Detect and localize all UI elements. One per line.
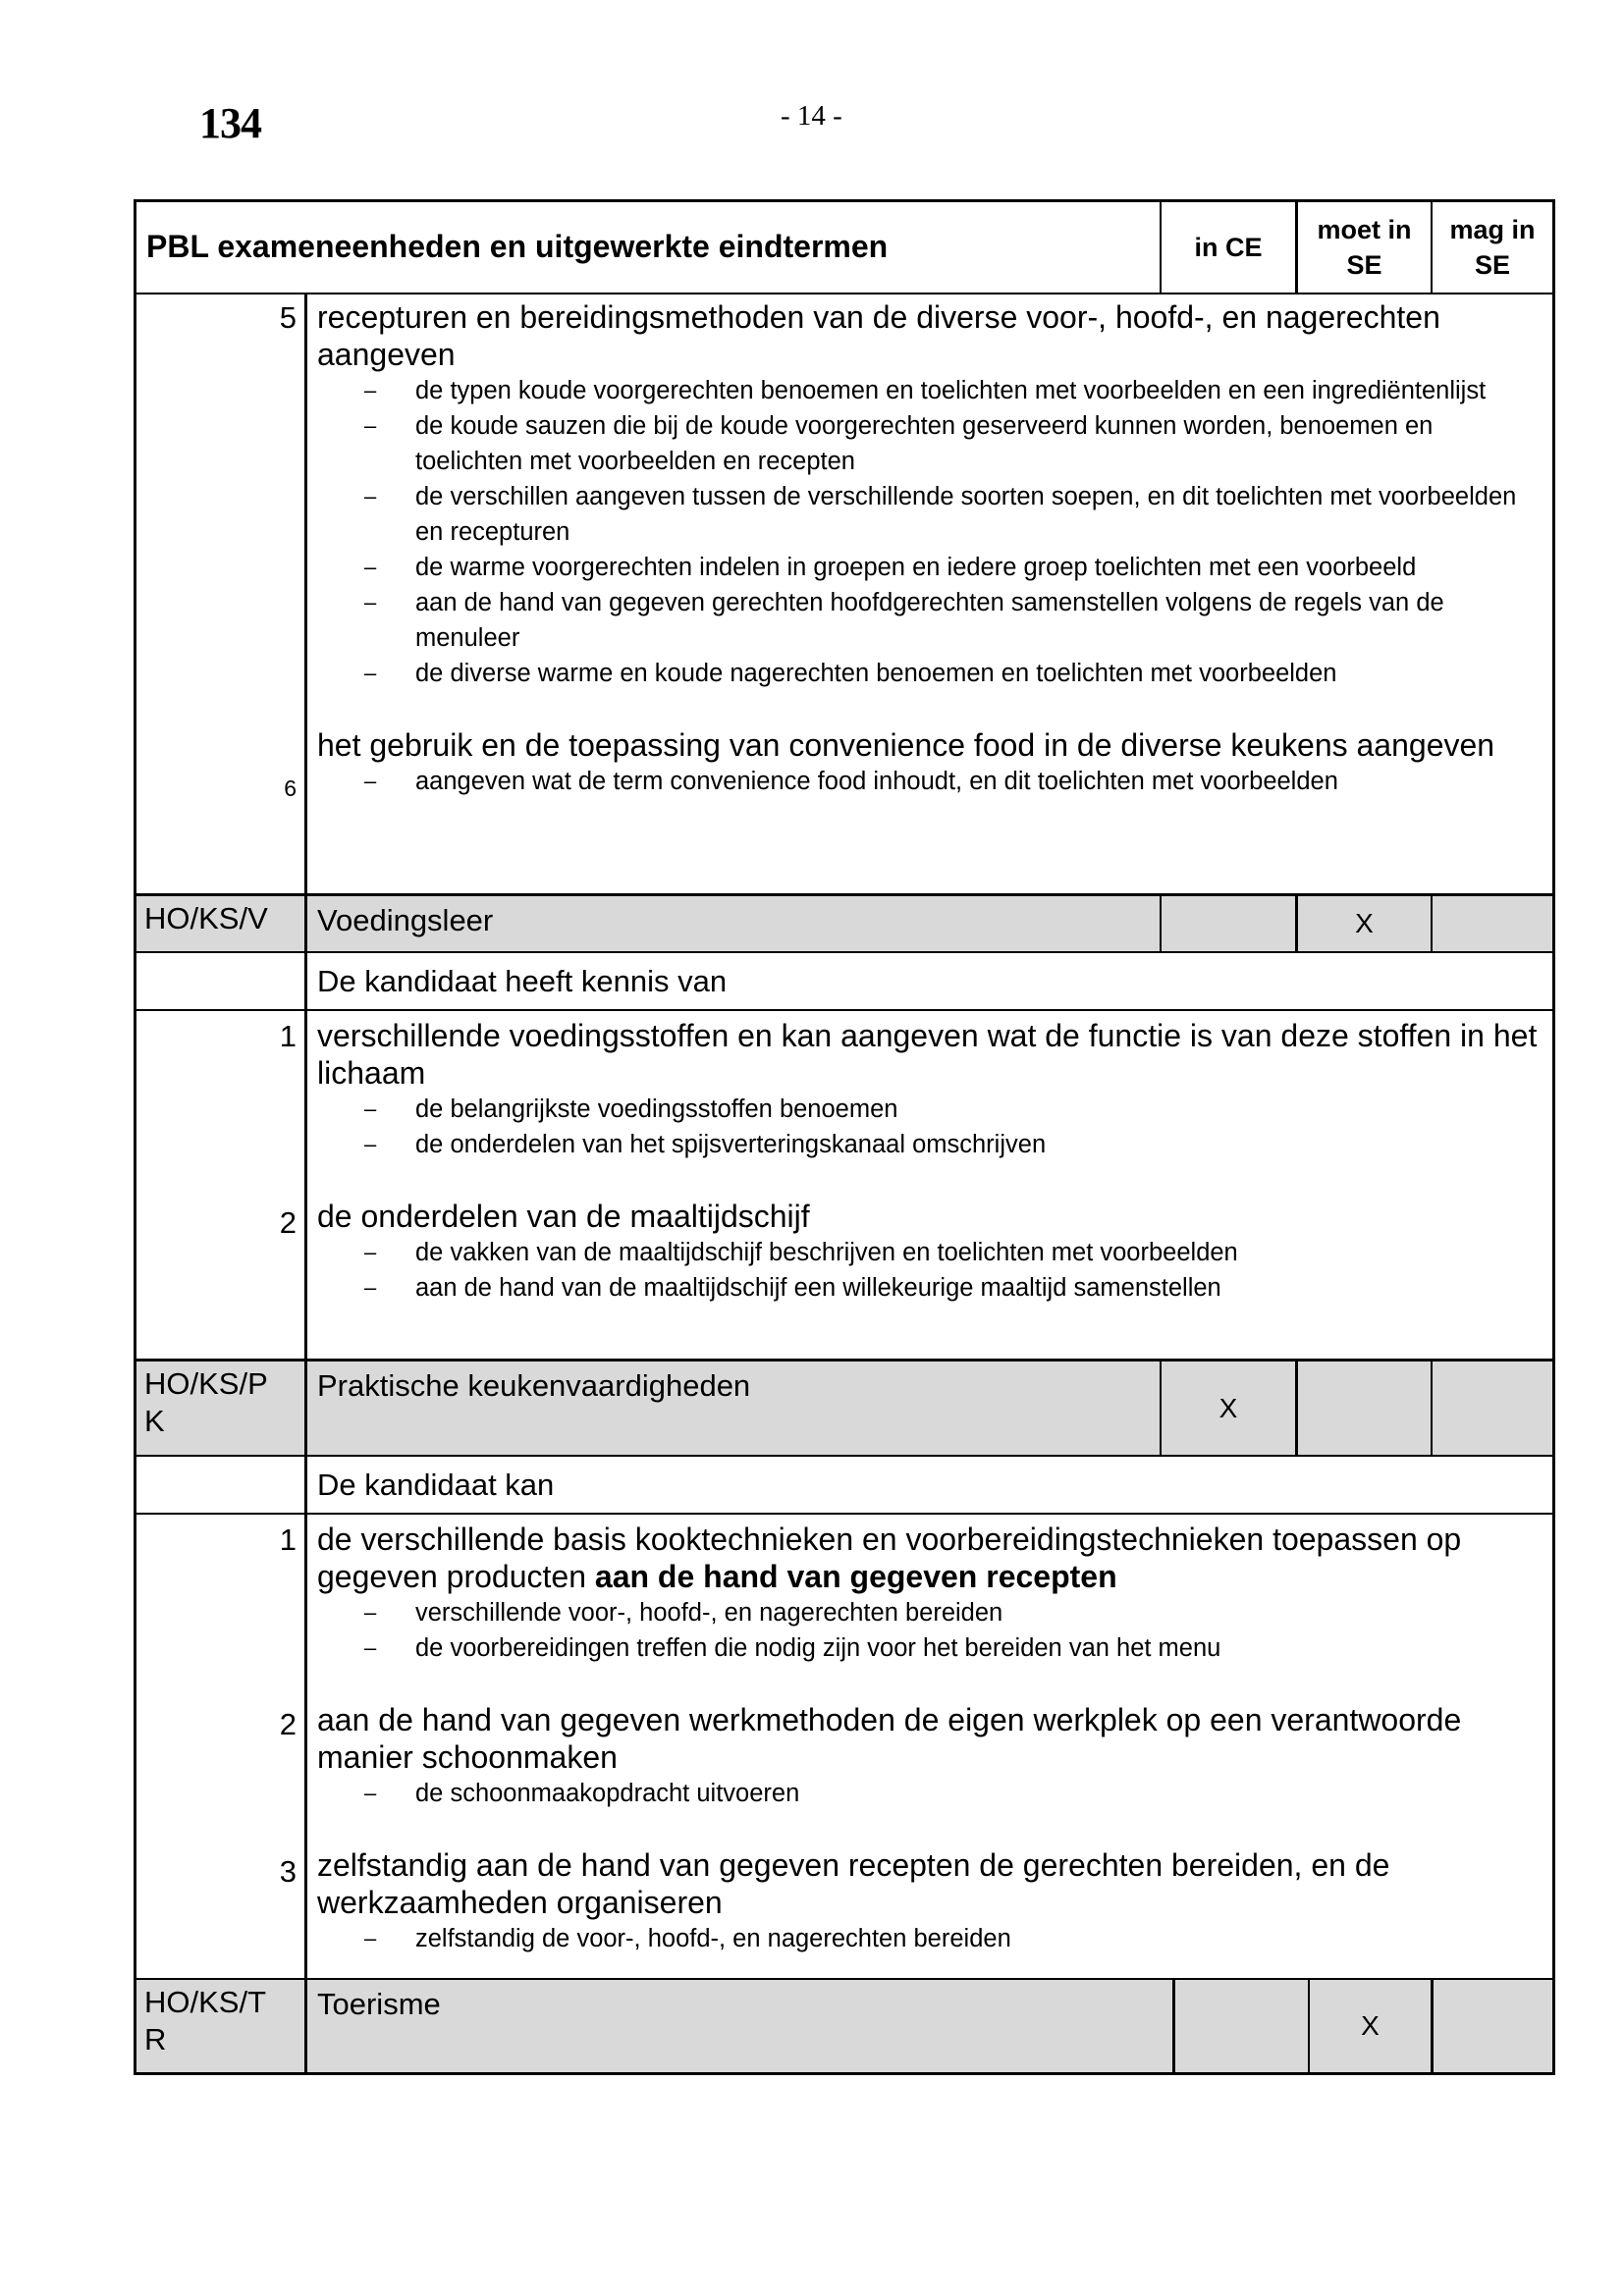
mark-in-ce — [1160, 896, 1295, 951]
header-moet-in-se — [1295, 202, 1431, 293]
header-mag-in-se — [1431, 202, 1552, 293]
eindterm-text-bold: aan de hand van gegeven recepten — [594, 1559, 1117, 1594]
dash-icon: – — [364, 1096, 377, 1121]
sub-item-text: de schoonmaakopdracht uitvoeren — [415, 1780, 800, 1807]
sub-list — [307, 764, 1552, 799]
sub-list — [307, 1595, 1552, 1666]
header-title-cell — [136, 202, 1160, 293]
sub-item — [307, 1092, 1552, 1127]
header-mag-line2: SE — [1474, 250, 1510, 280]
empty-cell — [136, 1457, 307, 1513]
sub-item-text: aangeven wat de term convenience food inhoudt, en dit toelichten met voorbeelden — [415, 768, 1338, 795]
sub-item — [307, 1595, 1552, 1630]
dash-icon: – — [364, 769, 377, 793]
sub-list — [307, 1235, 1552, 1306]
eindterm-text — [307, 1521, 1552, 1595]
eindterm-text-plain: de verschillende basis kooktechnieken en voorbereidingstechnieken toepassen op gegeven producten — [317, 1522, 1462, 1594]
eindterm-item — [307, 1701, 1552, 1811]
sub-list — [307, 1921, 1552, 1956]
sub-item — [307, 656, 1552, 691]
mark-mag-in-se — [1431, 896, 1552, 951]
sub-item-text: de verschillen aangeven tussen de verschillende soorten soepen, en dit toelichten met voorbeelden en recepturen — [415, 483, 1517, 546]
dash-icon: – — [364, 1240, 377, 1264]
sub-item-text: de belangrijkste voedingsstoffen benoemen — [415, 1095, 898, 1123]
sub-item-text: verschillende voor-, hoofd-, en nagerechten bereiden — [415, 1599, 1003, 1627]
unit-subject: Toerisme — [317, 1987, 441, 2021]
dash-icon: – — [364, 413, 377, 438]
sub-list — [307, 1092, 1552, 1162]
unit-intro-row — [136, 951, 1552, 1009]
dash-icon: – — [364, 484, 377, 508]
sub-item-text: de onderdelen van het spijsverteringskanaal omschrijven — [415, 1131, 1047, 1158]
eindterm-text: het gebruik en de toepassing van convenience food in de diverse keukens aangeven — [317, 727, 1495, 763]
dash-icon: – — [364, 1926, 377, 1950]
dash-icon: – — [364, 1132, 377, 1156]
unit-code-line2: R — [144, 2022, 167, 2056]
sub-item — [307, 1270, 1552, 1306]
sub-item — [307, 1235, 1552, 1270]
unit-row-voedingsleer — [136, 893, 1552, 951]
sub-item-text: de diverse warme en koude nagerechten benoemen en toelichten met voorbeelden — [415, 660, 1337, 687]
unit-intro: De kandidaat heeft kennis van — [317, 963, 728, 998]
table-title: PBL exameneenheden en uitgewerkte eindtermen — [146, 229, 889, 264]
eindterm-text: verschillende voedingsstoffen en kan aangeven wat de functie is van deze stoffen in het lichaam — [317, 1018, 1538, 1091]
item-number: 1 — [279, 1522, 297, 1557]
eindterm-item — [307, 1846, 1552, 1956]
eindterm-item — [307, 726, 1552, 799]
dash-icon: – — [364, 555, 377, 579]
eindterm-item — [307, 1198, 1552, 1306]
dash-icon: – — [364, 1600, 377, 1625]
sub-item — [307, 408, 1552, 479]
sub-item-text: de koude sauzen die bij de koude voorgerechten geserveerd kunnen worden, benoemen en toelichten met voorbeelden en recepten — [415, 412, 1434, 475]
unit-code-line2: K — [144, 1404, 165, 1438]
exam-units-table — [134, 199, 1555, 2075]
unit-intro: De kandidaat kan — [317, 1467, 555, 1502]
eindterm-text: recepturen en bereidingsmethoden van de diverse voor-, hoofd-, en nagerechten aangeven — [317, 299, 1440, 372]
eindterm-text: de onderdelen van de maaltijdschijf — [317, 1199, 810, 1234]
sub-item-text: de voorbereidingen treffen die nodig zijn voor het bereiden van het menu — [415, 1634, 1221, 1662]
eindterm-item — [307, 1521, 1552, 1666]
sub-item-text: de typen koude voorgerechten benoemen en toelichten met voorbeelden en een ingrediëntenlijst — [415, 377, 1487, 404]
eindterm-text: aan de hand van gegeven werkmethoden de eigen werkplek op een verantwoorde manier schoonmaken — [317, 1702, 1462, 1775]
sub-list — [307, 1776, 1552, 1811]
dash-icon: – — [364, 1635, 377, 1660]
unit-subject: Praktische keukenvaardigheden — [317, 1368, 751, 1403]
sub-item — [307, 479, 1552, 550]
unit-row-toerisme — [136, 1978, 1552, 2072]
item-number: 5 — [279, 300, 297, 335]
sub-item-text: aan de hand van gegeven gerechten hoofdgerechten samenstellen volgens de regels van de menuleer — [415, 589, 1444, 652]
num-column — [136, 294, 307, 893]
sub-item — [307, 373, 1552, 408]
item-number: 2 — [279, 1707, 297, 1741]
sub-item-text: de vakken van de maaltijdschijf beschrijven en toelichten met voorbeelden — [415, 1239, 1238, 1266]
content-column — [307, 294, 1552, 893]
header-mag-line1: mag in — [1449, 215, 1536, 244]
sub-item-text: zelfstandig de voor-, hoofd-, en nagerechten bereiden — [415, 1925, 1011, 1952]
content-row-voedingsleer — [136, 1009, 1552, 1359]
unit-code-line1: HO/KS/P — [144, 1366, 268, 1401]
header-in-ce-label: in CE — [1194, 233, 1263, 262]
mark-moet-in-se — [1295, 1362, 1431, 1455]
sub-item — [307, 1127, 1552, 1162]
dash-icon: – — [364, 1275, 377, 1300]
sub-item — [307, 1776, 1552, 1811]
mark-in-ce: X — [1160, 1362, 1295, 1455]
sub-item — [307, 1921, 1552, 1956]
sub-item — [307, 1630, 1552, 1666]
mark-mag-in-se — [1431, 1980, 1552, 2072]
dash-icon: – — [364, 1781, 377, 1805]
content-column — [307, 1011, 1552, 1359]
unit-subject: Voedingsleer — [317, 903, 494, 937]
eindterm-item — [307, 1017, 1552, 1162]
num-column — [136, 1011, 307, 1359]
unit-intro-row — [136, 1455, 1552, 1513]
header-moet-line1: moet in — [1317, 215, 1412, 244]
content-row-prev — [136, 293, 1552, 893]
sub-list — [307, 373, 1552, 691]
sub-item-text: aan de hand van de maaltijdschijf een willekeurige maaltijd samenstellen — [415, 1274, 1221, 1302]
eindterm-item — [307, 298, 1552, 691]
page-folio: - 14 - — [781, 100, 842, 132]
item-number: 2 — [279, 1205, 297, 1240]
mark-in-ce — [1172, 1980, 1308, 2072]
mark-moet-in-se: X — [1295, 896, 1431, 951]
content-column — [307, 1515, 1552, 1978]
empty-cell — [136, 953, 307, 1009]
unit-row-praktische-keukenvaardigheden — [136, 1359, 1552, 1455]
eindterm-text: zelfstandig aan de hand van gegeven recepten de gerechten bereiden, en de werkzaamheden organiseren — [317, 1847, 1390, 1920]
table-header-row — [136, 202, 1552, 293]
sub-item-text: de warme voorgerechten indelen in groepen en iedere groep toelichten met een voorbeeld — [415, 554, 1417, 581]
header-moet-line2: SE — [1346, 250, 1382, 280]
page-number: 134 — [199, 99, 261, 147]
header-in-ce — [1160, 202, 1295, 293]
item-number: 1 — [279, 1019, 297, 1053]
sub-item — [307, 585, 1552, 656]
content-row-praktische-keukenvaardigheden — [136, 1513, 1552, 1978]
dash-icon: – — [364, 590, 377, 614]
mark-moet-in-se: X — [1308, 1980, 1431, 2072]
sub-item — [307, 550, 1552, 585]
item-number: 6 — [284, 775, 297, 801]
num-column — [136, 1515, 307, 1978]
unit-code — [136, 1980, 307, 2072]
mark-mag-in-se — [1431, 1362, 1552, 1455]
item-number: 3 — [279, 1854, 297, 1889]
dash-icon: – — [364, 661, 377, 685]
sub-item — [307, 764, 1552, 799]
dash-icon: – — [364, 378, 377, 402]
unit-code: HO/KS/V — [136, 896, 307, 951]
unit-code — [136, 1362, 307, 1455]
unit-code-line1: HO/KS/T — [144, 1985, 267, 2019]
